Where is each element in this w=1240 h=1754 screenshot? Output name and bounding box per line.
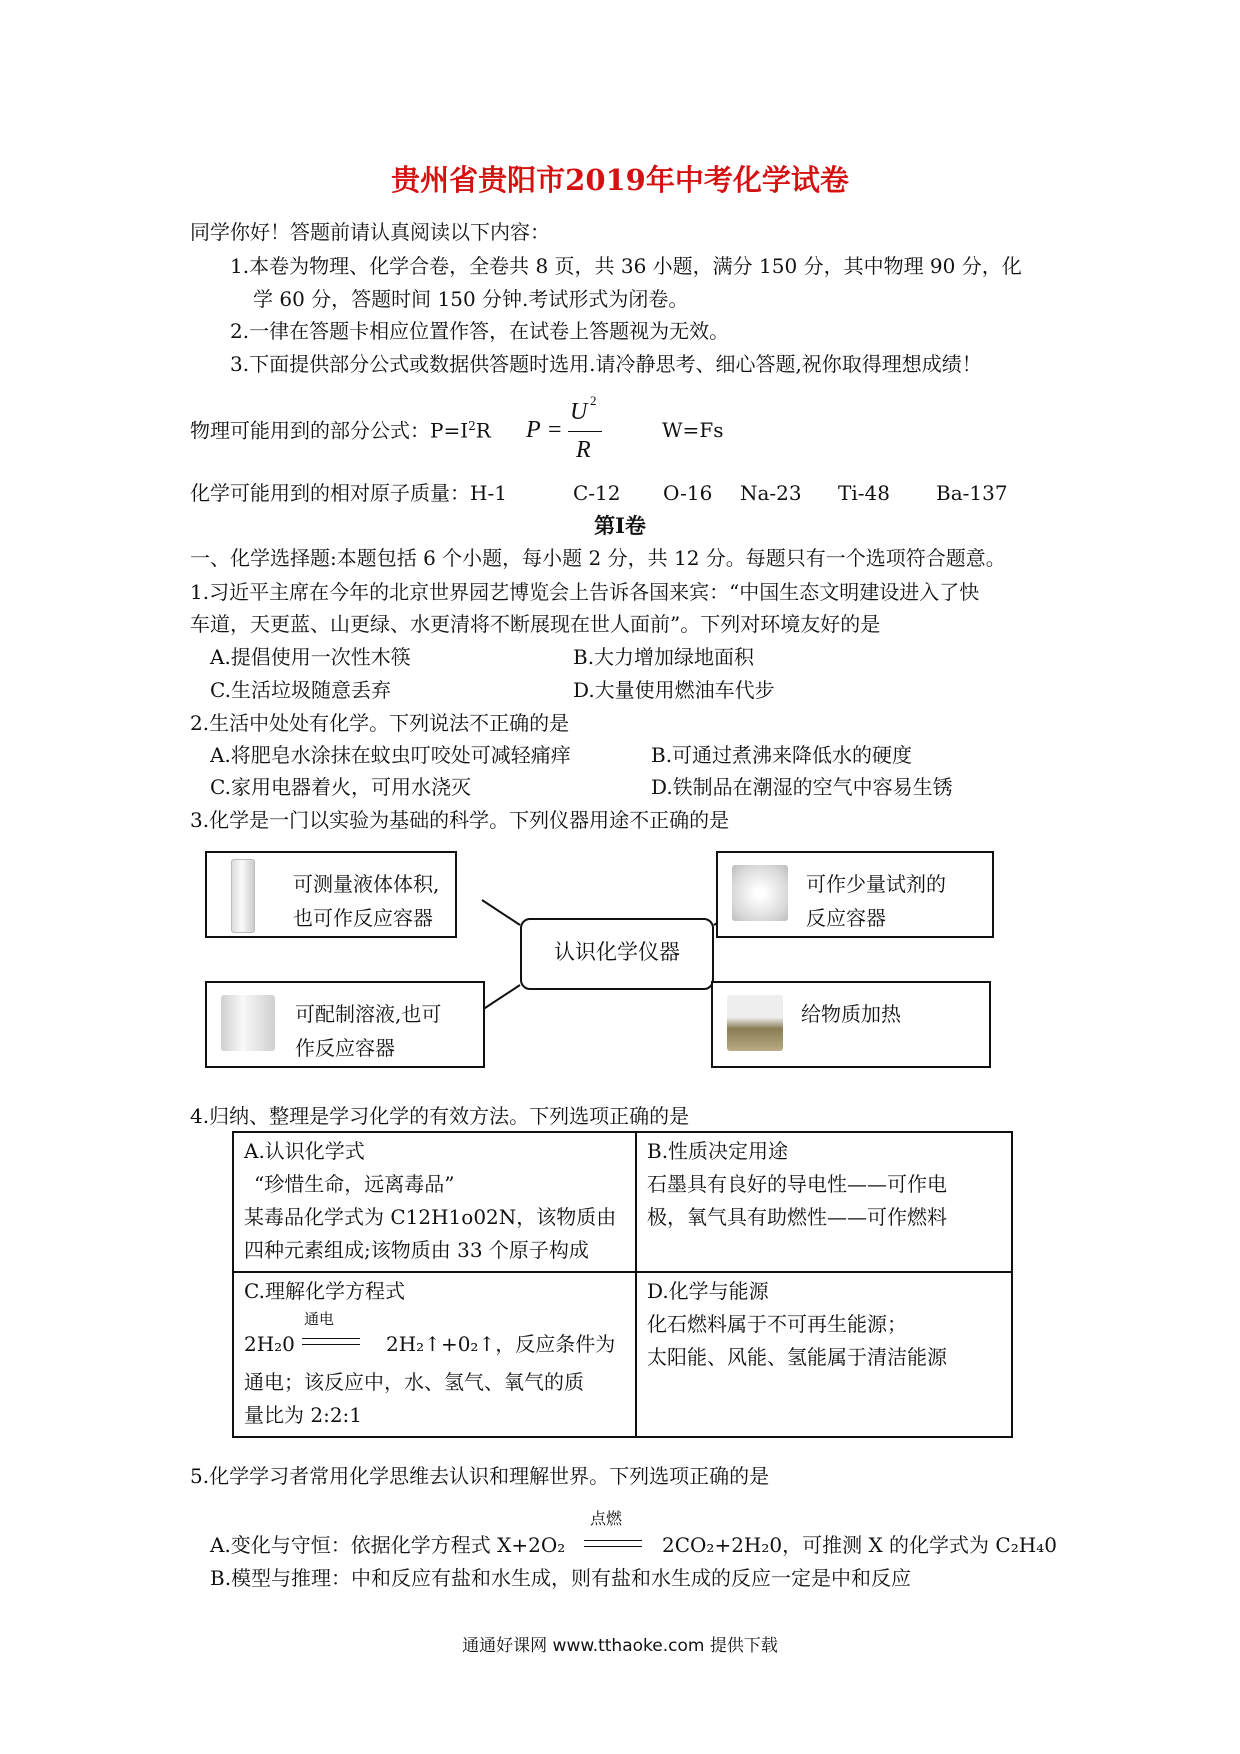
instrument-desc-line: 也可作反应容器 — [293, 906, 433, 930]
q5-stem: 5.化学学习者常用化学思维去认识和理解世界。下列选项正确的是 — [190, 1464, 770, 1488]
q2-stem: 2.生活中处处有化学。下列说法不正确的是 — [190, 711, 570, 735]
q2-option-b: B.可通过煮沸来降低水的硬度 — [651, 743, 913, 767]
alcohol-lamp-image — [727, 995, 783, 1051]
formula-equals: = — [548, 417, 562, 443]
q4-a-title: A.认识化学式 — [244, 1139, 365, 1163]
q4-c-title: C.理解化学方程式 — [244, 1279, 405, 1303]
q4-b-line: 石墨具有良好的导电性——可作电 — [647, 1172, 947, 1196]
mass-oxygen: O-16 — [663, 481, 713, 505]
q4-option-table — [232, 1131, 1013, 1438]
q4-cell-a — [233, 1132, 636, 1272]
formula-p: P — [526, 417, 541, 443]
intro-greeting: 同学你好！答题前请认真阅读以下内容： — [190, 220, 550, 244]
q4-cell-d — [636, 1272, 1012, 1437]
mass-carbon: C-12 — [573, 481, 621, 505]
q4-cell-c — [233, 1272, 636, 1437]
intro-item-1-line-2: 学 60 分，答题时间 150 分钟.考试形式为闭卷。 — [253, 287, 689, 311]
instrument-desc-line: 作反应容器 — [295, 1036, 395, 1060]
instrument-box-test-tube — [716, 851, 994, 938]
equation-reactant: 2H₂0 — [244, 1332, 295, 1356]
instrument-box-alcohol-lamp — [711, 981, 991, 1068]
q4-cell-b — [636, 1132, 1012, 1272]
q4-equation — [244, 1308, 625, 1366]
q4-c-line: 通电；该反应中，水、氢气、氧气的质 — [244, 1370, 584, 1394]
q5-option-b: B.模型与推理：中和反应有盐和水生成，则有盐和水生成的反应一定是中和反应 — [210, 1566, 912, 1590]
q5-option-a-prefix: A.变化与守恒：依据化学方程式 X+2O₂ — [210, 1533, 566, 1557]
formula-u: U — [570, 399, 588, 425]
q4-d-line: 化石燃料属于不可再生能源； — [647, 1312, 907, 1336]
q4-b-line: 极，氧气具有助燃性——可作燃料 — [647, 1205, 947, 1229]
q4-stem: 4.归纳、整理是学习化学的有效方法。下列选项正确的是 — [190, 1104, 690, 1128]
equation-products: 2H₂↑+0₂↑，反应条件为 — [386, 1332, 616, 1356]
q4-a-line: 四种元素组成;该物质由 33 个原子构成 — [244, 1238, 589, 1262]
instrument-desc-line: 反应容器 — [806, 906, 886, 930]
q1-stem-line-2: 车道，天更蓝、山更绿、水更清将不断展现在世人面前”。下列对环境友好的是 — [190, 612, 881, 636]
intro-item-3: 3.下面提供部分公式或数据供答题时选用.请冷静思考、细心答题,祝你取得理想成绩！ — [230, 352, 982, 376]
physics-formula-label: 物理可能用到的部分公式：$P=I^2R$ — [190, 418, 491, 443]
part-one-instructions: 一、化学选择题:本题包括 6 个小题，每小题 2 分，共 12 分。每题只有一个选项符合题意。 — [190, 546, 1006, 570]
instrument-desc-line: 可测量液体体积, — [293, 872, 440, 896]
q2-option-c: C.家用电器着火，可用水浇灭 — [210, 775, 471, 799]
q4-c-line: 量比为 2:2:1 — [244, 1403, 363, 1427]
intro-item-1-line-1: 1.本卷为物理、化学合卷，全卷共 8 页，共 36 小题，满分 150 分，其中物理 90 分，化 — [230, 254, 1022, 278]
q4-d-title: D.化学与能源 — [647, 1279, 769, 1303]
chem-mass-label: 化学可能用到的相对原子质量：H-1 — [190, 481, 507, 505]
q1-option-b: B.大力增加绿地面积 — [573, 645, 755, 669]
equation-condition: 通电 — [304, 1310, 335, 1328]
test-tube-image — [732, 865, 788, 921]
q4-d-line: 太阳能、风能、氢能属于清洁能源 — [647, 1345, 947, 1369]
instrument-box-beaker — [205, 981, 485, 1068]
q1-stem-line-1: 1.习近平主席在今年的北京世界园艺博览会上告诉各国来宾：“中国生态文明建设进入了快 — [190, 580, 980, 604]
formula-u-exponent: 2 — [590, 393, 597, 408]
q1-option-a: A.提倡使用一次性木筷 — [210, 645, 411, 669]
intro-item-2: 2.一律在答题卡相应位置作答，在试卷上答题视为无效。 — [230, 319, 730, 343]
section-heading: 第Ⅰ卷 — [594, 513, 646, 538]
q1-option-d: D.大量使用燃油车代步 — [573, 678, 775, 702]
diagram-center-box — [520, 918, 714, 990]
beaker-image — [221, 995, 275, 1051]
q4-b-title: B.性质决定用途 — [647, 1139, 789, 1163]
mass-sodium: Na-23 — [740, 481, 802, 505]
graduated-cylinder-image — [231, 859, 255, 933]
q5-equation-equals-sign — [584, 1540, 642, 1547]
q3-stem: 3.化学是一门以实验为基础的科学。下列仪器用途不正确的是 — [190, 808, 730, 832]
page-footer: 通通好课网 www.tthaoke.com 提供下载 — [462, 1636, 778, 1656]
equation-equals-sign — [302, 1338, 360, 1345]
q2-option-d: D.铁制品在潮湿的空气中容易生锈 — [651, 775, 953, 799]
mass-barium: Ba-137 — [936, 481, 1008, 505]
q1-option-c: C.生活垃圾随意丢弃 — [210, 678, 391, 702]
instrument-desc-line: 可配制溶液,也可 — [295, 1002, 442, 1026]
diagram-center-label: 认识化学仪器 — [554, 940, 680, 964]
mass-titanium: Ti-48 — [838, 481, 890, 505]
q5-option-a-suffix: 2CO₂+2H₂0，可推测 X 的化学式为 C₂H₄0 — [662, 1533, 1057, 1557]
formula-r: R — [576, 437, 591, 463]
q5-equation-condition: 点燃 — [590, 1509, 623, 1528]
q4-a-line: “珍惜生命，远离毒品” — [254, 1172, 455, 1196]
instrument-desc-line: 给物质加热 — [801, 1002, 901, 1026]
page-title: 贵州省贵阳市2019年中考化学试卷 — [391, 163, 849, 197]
formula-wfs: W=Fs — [662, 418, 724, 442]
q2-option-a: A.将肥皂水涂抹在蚊虫叮咬处可减轻痛痒 — [210, 743, 571, 767]
instrument-desc-line: 可作少量试剂的 — [806, 872, 946, 896]
instrument-box-graduated-cylinder — [205, 851, 457, 938]
q4-a-line: 某毒品化学式为 C12H1o02N，该物质由 — [244, 1205, 617, 1229]
